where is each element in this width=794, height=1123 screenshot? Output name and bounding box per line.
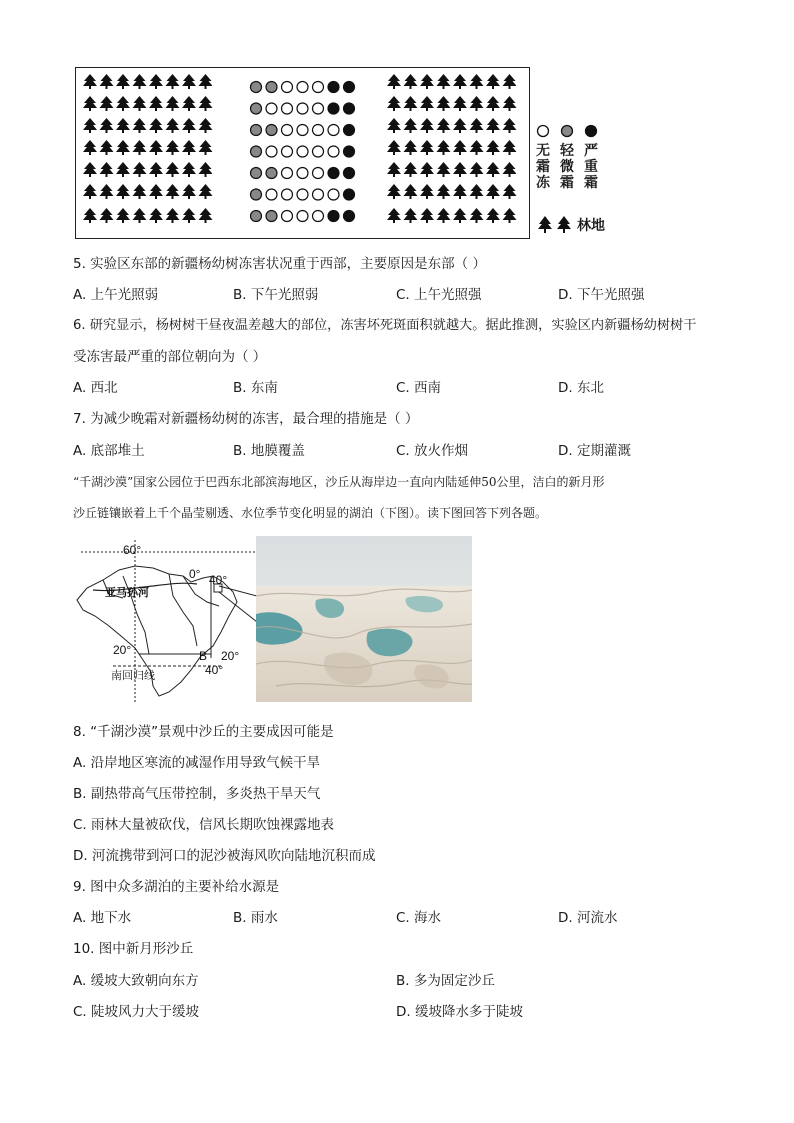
frost-circle — [251, 146, 262, 157]
tree-icon — [83, 118, 97, 133]
tree-icon — [182, 96, 196, 111]
tree-icon — [166, 118, 180, 133]
tree-icon — [453, 184, 467, 199]
tree-icon — [133, 184, 147, 199]
q8-option-a: A. 沿岸地区寒流的减湿作用导致气候干旱 — [73, 755, 321, 771]
light-frost-circle — [562, 126, 573, 137]
q7-option-b: B. 地膜覆盖 — [233, 443, 305, 459]
tree-icon — [116, 140, 130, 155]
q9-stem: 9. 图中众多湖泊的主要补给水源是 — [73, 879, 280, 895]
tree-icon — [453, 140, 467, 155]
tree-icon — [149, 184, 163, 199]
tree-icon — [182, 74, 196, 89]
map-label-20-left: 20° — [113, 643, 132, 657]
tree-icon — [486, 118, 500, 133]
tree-icon — [503, 96, 517, 111]
frost-circle — [266, 103, 277, 114]
tree-icon — [100, 74, 114, 89]
tree-icon — [100, 118, 114, 133]
tree-icon — [404, 162, 418, 177]
tree-icon — [437, 208, 451, 223]
tree-icon — [166, 74, 180, 89]
tree-icon — [387, 140, 401, 155]
tree-icon — [116, 74, 130, 89]
tree-icon — [453, 118, 467, 133]
tree-icon — [149, 162, 163, 177]
q6-option-a: A. 西北 — [73, 380, 118, 396]
tree-icon — [166, 184, 180, 199]
frost-circle — [344, 146, 355, 157]
tree-icon — [116, 96, 130, 111]
tree-icon — [116, 118, 130, 133]
q5-option-c: C. 上午光照强 — [396, 287, 482, 303]
tree-icon — [133, 140, 147, 155]
tree-icon — [470, 140, 484, 155]
map-label-40-bottom: 40° — [205, 663, 224, 677]
q6-option-c: C. 西南 — [396, 380, 442, 396]
tree-icon — [503, 140, 517, 155]
frost-circle — [328, 211, 339, 222]
frost-circle — [328, 146, 339, 157]
legend-heavy-frost: 严 重 霜 — [584, 143, 598, 191]
q9-option-b: B. 雨水 — [233, 910, 278, 926]
frost-circle — [266, 82, 277, 93]
map-point-b: B — [199, 649, 208, 663]
tree-icon — [116, 208, 130, 223]
frost-circle — [266, 168, 277, 179]
tree-icon — [437, 74, 451, 89]
frost-circle — [266, 125, 277, 136]
q6-stem-line1: 6. 研究显示，杨树树干昼夜温差越大的部位，冻害坏死斑面积就越大。据此推测，实验区内新疆杨幼树树干 — [73, 318, 697, 333]
tree-icon — [503, 118, 517, 133]
passage-line1: “千湖沙漠”国家公园位于巴西东北部滨海地区，沙丘从海岸边一直向内陆延伸50公里，洁白的新月形 — [73, 475, 605, 489]
tree-icon — [166, 96, 180, 111]
frost-circle — [344, 168, 355, 179]
q5-option-a: A. 上午光照弱 — [73, 287, 159, 303]
tree-icon — [404, 96, 418, 111]
tree-icon — [420, 184, 434, 199]
tree-icon — [100, 162, 114, 177]
tree-icon — [199, 118, 213, 133]
frost-circle — [328, 103, 339, 114]
frost-circle — [297, 103, 308, 114]
tree-icon — [486, 162, 500, 177]
frost-circle — [344, 103, 355, 114]
experiment-diagram — [75, 67, 530, 239]
frost-circle — [344, 189, 355, 200]
tree-icon — [100, 208, 114, 223]
frost-circle — [344, 125, 355, 136]
tree-icon — [166, 162, 180, 177]
tree-icon — [83, 162, 97, 177]
tree-icon — [133, 74, 147, 89]
tree-icon — [387, 118, 401, 133]
frost-circle — [282, 168, 293, 179]
legend-no-frost: 无 霜 冻 — [536, 143, 550, 191]
frost-circle — [282, 146, 293, 157]
tree-icon — [166, 208, 180, 223]
q10-option-c: C. 陡坡风力大于缓坡 — [73, 1004, 200, 1020]
q10-stem: 10. 图中新月形沙丘 — [73, 941, 194, 957]
map-label-20-right: 20° — [221, 649, 240, 663]
tree-icon — [133, 162, 147, 177]
frost-circle — [297, 125, 308, 136]
tree-icon — [486, 184, 500, 199]
q5-stem: 5. 实验区东部的新疆杨幼树冻害状况重于西部，主要原因是东部（ ） — [73, 256, 486, 272]
tree-icon — [387, 208, 401, 223]
map-label-60: 60° — [123, 543, 142, 557]
q7-stem: 7. 为减少晚霜对新疆杨幼树的冻害，最合理的措施是（ ） — [73, 411, 419, 427]
tree-icon — [437, 184, 451, 199]
frost-circle — [266, 189, 277, 200]
frost-circle — [344, 211, 355, 222]
frost-circle — [282, 103, 293, 114]
tree-icon — [470, 74, 484, 89]
frost-circle — [251, 82, 262, 93]
tree-icon — [420, 118, 434, 133]
frost-circle — [282, 211, 293, 222]
tree-icon — [116, 162, 130, 177]
tree-icon — [149, 96, 163, 111]
tree-icon — [503, 162, 517, 177]
tree-icon — [133, 96, 147, 111]
frost-circle — [313, 82, 324, 93]
q8-option-c: C. 雨林大量被砍伐，信风长期吹蚀裸露地表 — [73, 817, 335, 833]
q6-option-b: B. 东南 — [233, 380, 278, 396]
q7-option-d: D. 定期灌溉 — [558, 443, 631, 459]
frost-circle — [313, 125, 324, 136]
frost-circle — [251, 168, 262, 179]
no-frost-circle — [538, 126, 549, 137]
frost-legend-circles — [533, 124, 603, 140]
tree-icon — [470, 184, 484, 199]
tree-icon — [149, 140, 163, 155]
frost-circle — [313, 146, 324, 157]
tree-icon — [453, 96, 467, 111]
legend-light-frost: 轻 微 霜 — [560, 143, 574, 191]
frost-circle — [328, 168, 339, 179]
frost-circle — [313, 168, 324, 179]
frost-circle — [297, 189, 308, 200]
frost-circle — [328, 82, 339, 93]
tree-icon — [404, 140, 418, 155]
frost-circle — [251, 189, 262, 200]
tree-icon — [404, 208, 418, 223]
tree-icon — [199, 208, 213, 223]
tree-icon — [133, 118, 147, 133]
tree-icon — [199, 184, 213, 199]
q10-option-a: A. 缓坡大致朝向东方 — [73, 973, 199, 989]
dunes-lakes-photo — [256, 536, 472, 702]
q10-option-b: B. 多为固定沙丘 — [396, 973, 495, 989]
tree-icon — [420, 208, 434, 223]
tree-icon — [437, 96, 451, 111]
frost-circle — [344, 82, 355, 93]
tree-icon — [83, 96, 97, 111]
tree-icon — [437, 162, 451, 177]
tree-icon — [404, 184, 418, 199]
tree-icon — [182, 118, 196, 133]
brazil-map — [73, 536, 257, 702]
map-label-40-top: 40° — [209, 573, 228, 587]
q7-option-c: C. 放火作烟 — [396, 443, 469, 459]
tree-icon — [83, 184, 97, 199]
frost-circle — [297, 146, 308, 157]
passage-line2: 沙丘链镶嵌着上千个晶莹剔透、水位季节变化明显的湖泊（下图）。读下图回答下列各题。 — [73, 506, 548, 520]
tree-icon — [503, 208, 517, 223]
tree-icon — [420, 96, 434, 111]
map-label-tropic: 南回归线 — [111, 670, 155, 682]
tree-icon — [100, 184, 114, 199]
q9-option-a: A. 地下水 — [73, 910, 132, 926]
q9-option-d: D. 河流水 — [558, 910, 618, 926]
tree-icon — [453, 208, 467, 223]
q6-stem-line2: 受冻害最严重的部位朝向为（ ） — [73, 349, 267, 365]
tree-icon — [486, 96, 500, 111]
frost-circle — [297, 211, 308, 222]
tree-icon — [387, 162, 401, 177]
tree-icon — [486, 74, 500, 89]
tree-icon — [83, 74, 97, 89]
tree-icon — [116, 184, 130, 199]
q6-option-d: D. 东北 — [558, 380, 604, 396]
tree-icon — [470, 96, 484, 111]
tree-icon — [182, 162, 196, 177]
tree-icon — [83, 140, 97, 155]
tree-legend-icon — [537, 214, 575, 234]
q7-option-a: A. 底部堆土 — [73, 443, 145, 459]
heavy-frost-circle — [586, 126, 597, 137]
frost-circle — [297, 82, 308, 93]
tree-icon — [404, 118, 418, 133]
frost-circle — [313, 211, 324, 222]
frost-circle — [251, 125, 262, 136]
tree-icon — [470, 162, 484, 177]
q10-option-d: D. 缓坡降水多于陡坡 — [396, 1004, 523, 1020]
tree-icon — [149, 118, 163, 133]
tree-icon — [503, 184, 517, 199]
tree-icon — [199, 74, 213, 89]
frost-circle — [328, 189, 339, 200]
tree-icon — [503, 74, 517, 89]
frost-circle — [282, 189, 293, 200]
frost-circle — [313, 103, 324, 114]
tree-icon — [453, 74, 467, 89]
tree-icon — [199, 140, 213, 155]
frost-circle — [282, 125, 293, 136]
frost-circle — [297, 168, 308, 179]
frost-circle — [251, 211, 262, 222]
tree-icon — [486, 140, 500, 155]
tree-icon — [100, 140, 114, 155]
q8-stem: 8. “千湖沙漠”景观中沙丘的主要成因可能是 — [73, 724, 334, 740]
q5-option-d: D. 下午光照强 — [558, 287, 645, 303]
frost-circle — [251, 103, 262, 114]
tree-icon — [182, 140, 196, 155]
tree-icon — [420, 140, 434, 155]
tree-icon — [100, 96, 114, 111]
tree-icon — [83, 208, 97, 223]
tree-icon — [149, 74, 163, 89]
map-label-amazon: 亚马孙河 — [105, 587, 149, 599]
tree-icon — [437, 140, 451, 155]
tree-icon — [470, 208, 484, 223]
frost-circle — [266, 146, 277, 157]
dunes-photo-graphic — [256, 536, 472, 702]
tree-icon — [470, 118, 484, 133]
tree-icon — [453, 162, 467, 177]
tree-icon — [420, 162, 434, 177]
tree-icon — [437, 118, 451, 133]
q9-option-c: C. 海水 — [396, 910, 442, 926]
frost-circle — [328, 125, 339, 136]
tree-icon — [182, 208, 196, 223]
tree-icon — [404, 74, 418, 89]
experiment-diagram-graphic — [76, 68, 528, 237]
tree-icon — [182, 184, 196, 199]
tree-icon — [486, 208, 500, 223]
q8-option-d: D. 河流携带到河口的泥沙被海风吹向陆地沉积而成 — [73, 848, 376, 864]
legend-forest-label: 林地 — [577, 218, 605, 234]
brazil-map-graphic — [73, 536, 257, 702]
tree-icon — [387, 96, 401, 111]
tree-icon — [199, 162, 213, 177]
tree-icon — [133, 208, 147, 223]
map-label-0: 0° — [189, 567, 201, 581]
frost-circle — [282, 82, 293, 93]
tree-icon — [387, 184, 401, 199]
q8-option-b: B. 副热带高气压带控制，多炎热干旱天气 — [73, 786, 321, 802]
tree-icon — [420, 74, 434, 89]
tree-icon — [199, 96, 213, 111]
frost-circle — [266, 211, 277, 222]
tree-icon — [149, 208, 163, 223]
tree-icon — [387, 74, 401, 89]
tree-icon — [166, 140, 180, 155]
frost-circle — [313, 189, 324, 200]
q5-option-b: B. 下午光照弱 — [233, 287, 319, 303]
